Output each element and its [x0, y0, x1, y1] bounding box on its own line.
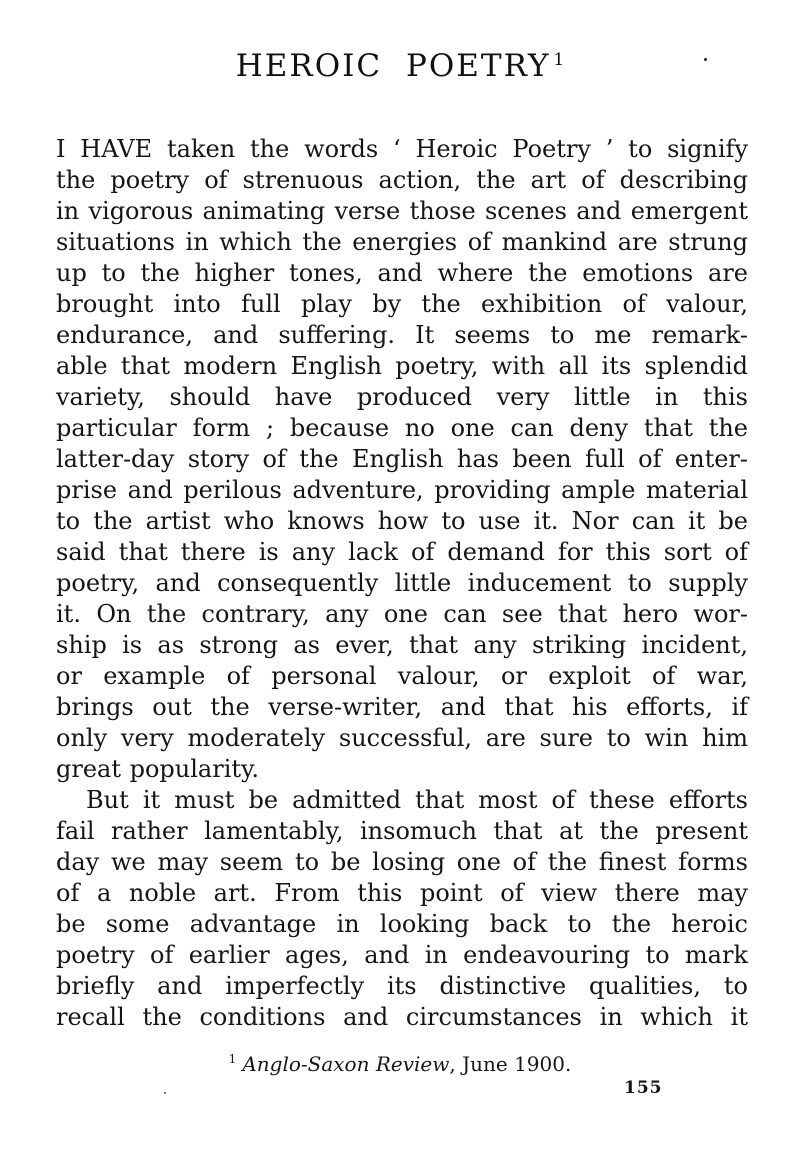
- text-line: brought into full play by the exhibition of valour,: [56, 290, 748, 318]
- text-line: ship is as strong as ever, that any striking incident,: [56, 631, 748, 659]
- footnote-mark: 1: [228, 1052, 237, 1067]
- text-line: said that there is any lack of demand for this sort of: [56, 538, 748, 566]
- text-line: I HAVE taken the words ‘ Heroic Poetry ’ to signify: [56, 135, 748, 163]
- paragraph: [56, 134, 748, 785]
- text-line: brings out the verse-writer, and that his efforts, if: [56, 693, 748, 721]
- text-line: recall the conditions and circumstances in which it: [56, 1003, 748, 1031]
- text-line: great popularity.: [56, 755, 260, 783]
- page-number: 155: [624, 1078, 663, 1098]
- text-line: prise and perilous adventure, providing ample material: [56, 476, 748, 504]
- footnote-source: Anglo-Saxon Review: [242, 1052, 450, 1076]
- title-footnote-mark: 1: [553, 49, 565, 70]
- text-line: day we may seem to be losing one of the finest forms: [56, 848, 748, 876]
- text-line: only very moderately successful, are sure to win him: [56, 724, 748, 752]
- scan-speck: [704, 58, 707, 61]
- footnote: [0, 1052, 800, 1076]
- text-line: able that modern English poetry, with all its splendid: [56, 352, 748, 380]
- text-line: poetry of earlier ages, and in endeavouring to mark: [56, 941, 748, 969]
- text-line: the poetry of strenuous action, the art of describing: [56, 166, 748, 194]
- paragraph: [56, 785, 748, 1033]
- text-line: briefly and imperfectly its distinctive qualities, to: [56, 972, 748, 1000]
- text-line: But it must be admitted that most of these efforts: [86, 786, 748, 814]
- page-title-text: HEROIC POETRY: [235, 48, 551, 84]
- footnote-date: , June 1900.: [449, 1052, 572, 1076]
- text-line: variety, should have produced very little in this: [56, 383, 748, 411]
- text-line: situations in which the energies of mankind are strung: [56, 228, 748, 256]
- page-title: [0, 48, 800, 84]
- text-line: particular form ; because no one can deny that the: [56, 414, 748, 442]
- text-line: fail rather lamentably, insomuch that at the present: [56, 817, 748, 845]
- text-line: poetry, and consequently little inducement to supply: [56, 569, 748, 597]
- text-line: latter-day story of the English has been full of enter-: [56, 445, 748, 473]
- text-line: endurance, and suffering. It seems to me remark-: [56, 321, 748, 349]
- text-line: or example of personal valour, or exploit of war,: [56, 662, 748, 690]
- text-line: to the artist who knows how to use it. Nor can it be: [56, 507, 748, 535]
- text-line: up to the higher tones, and where the emotions are: [56, 259, 748, 287]
- text-line: it. On the contrary, any one can see that hero wor-: [56, 600, 748, 628]
- body-text: [56, 134, 748, 1033]
- scan-speck: [164, 1092, 166, 1094]
- text-line: in vigorous animating verse those scenes and emergent: [56, 197, 748, 225]
- text-line: be some advantage in looking back to the heroic: [56, 910, 748, 938]
- text-line: of a noble art. From this point of view there may: [56, 879, 748, 907]
